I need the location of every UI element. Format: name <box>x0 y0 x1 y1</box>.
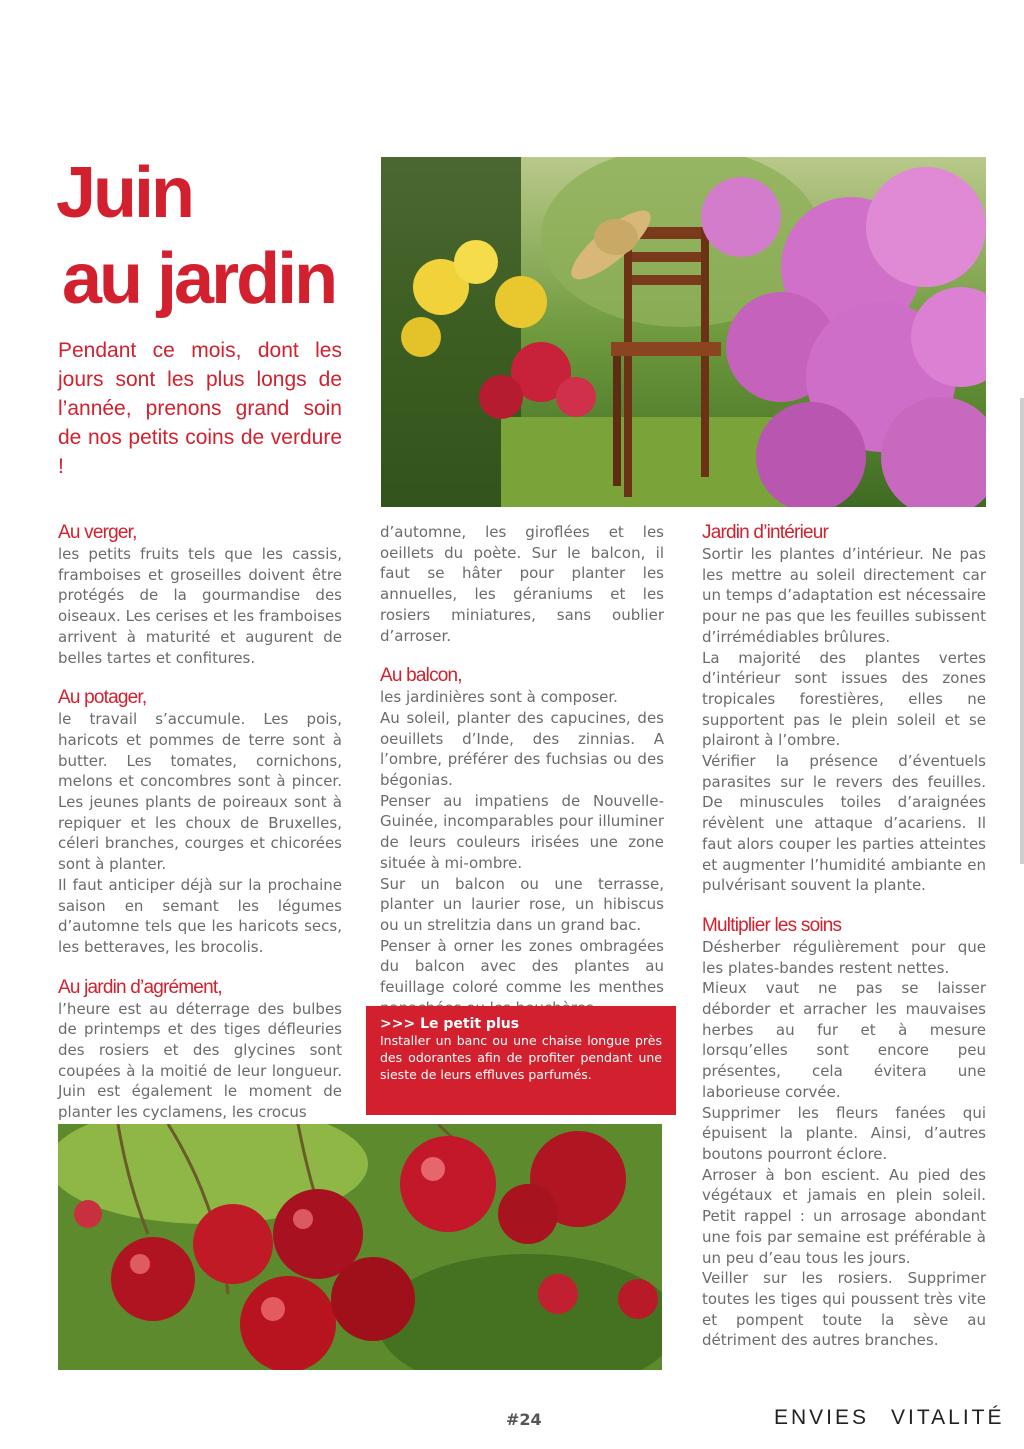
potager-text-1: le travail s’accumule. Les pois, haricots et pommes de terre sont à butter. Les tomates, cornichons, melons et concombres sont à pincer. Les jeunes plants de poireaux sont à repiquer et les choux de Bruxelles, céleri branches, courges et chicorées sont à planter. <box>58 710 342 874</box>
balcon-heading: Au balcon, <box>380 665 462 687</box>
interieur-text-3: Vérifier la présence d’éventuels parasites sur le revers des feuilles. De minuscules toiles d’araignées révèlent une attaque d’acariens. Il faut alors couper les parties atteintes et augmenter l’humidité ambiante en pulvérisant souvent la plante. <box>702 752 986 895</box>
potager-text-2: Il faut anticiper déjà sur la prochaine saison en semant les légumes d’automne tels que les haricots secs, les betteraves, les brocolis. <box>58 875 342 956</box>
column-3 <box>702 521 986 1351</box>
verger-text: les petits fruits tels que les cassis, framboises et groseilles doivent être protégés de la gourmandise des oiseaux. Les cerises et les framboises arrivent à maturité et augurent de belles tartes et confitures. <box>58 545 342 667</box>
title-line-1: Juin <box>56 153 193 233</box>
soins-text-3: Supprimer les fleurs fanées qui épuisent la plante. Ainsi, d’autres boutons pourront éclore. <box>702 1103 986 1163</box>
brand-word-1: ENVIES <box>774 1406 870 1429</box>
balcon-text-3: Penser au impatiens de Nouvelle-Guinée, incomparables pour illuminer de leurs couleurs irisées une zone située à mi-ombre. <box>380 791 664 872</box>
column-1 <box>58 521 342 1123</box>
column-2 <box>380 522 664 1018</box>
verger-heading: Au verger, <box>58 522 137 543</box>
intro-text: Pendant ce mois, dont les jours sont les plus longs de l’année, prenons grand soin de nos petits coins de verdure ! <box>58 339 342 478</box>
soins-text-2: Mieux vaut ne pas se laisser déborder et arracher les mauvaises herbes au fur et à mesure lorsqu’elles sont encore peu présentes, cela évitera une laborieuse corvée. <box>702 979 986 1101</box>
potager-heading: Au potager, <box>58 687 147 709</box>
title-line-2: au jardin <box>62 239 336 319</box>
balcon-text-5: Penser à orner les zones ombragées du balcon avec des plantes au feuillage coloré comme les menthes <box>380 936 664 997</box>
page-title <box>48 150 368 322</box>
interieur-text-1: Sortir les plantes d’intérieur. Ne pas les mettre au soleil directement car un temps d’adaptation est nécessaire pour ne pas que les feuilles subissent d’irrémédiables brûlures. <box>702 545 986 646</box>
soins-heading: Multiplier les soins <box>702 914 842 936</box>
page-number: #24 <box>506 1410 542 1429</box>
column-2-continuation: d’automne, les giroflées et les oeillets du poète. Sur le balcon, il faut se hâter pour planter les annuelles, les géraniums et les rosiers miniatures, sans oublier d’arroser. <box>380 523 664 645</box>
soins-text-4: Arroser à bon escient. Au pied des végétaux et jamais en plein soleil. Petit rappel : un arrosage abondant une fois par semaine est préférable à un peu d’eau tous les jours. <box>702 1165 986 1267</box>
soins-text-5: Veiller sur les rosiers. Supprimer toutes les tiges qui poussent très vite et pompent toute la sève au détriment des autres branches. <box>702 1269 986 1350</box>
soins-text-1: Désherber régulièrement pour que les plates-bandes restent nettes. <box>702 937 986 977</box>
garden-photo <box>381 157 986 507</box>
tip-heading: >>> Le petit plus <box>380 1016 520 1032</box>
balcon-text-2: Au soleil, planter des capucines, des oeuillets d’Inde, des zinnias. A l’ombre, préférer des fuchsias ou des bégonias. <box>380 708 664 790</box>
cherries-photo <box>58 1124 662 1370</box>
interieur-heading: Jardin d’intérieur <box>702 522 829 543</box>
brand-word-2: VITALITÉ <box>891 1406 1005 1429</box>
agrement-text: l’heure est au déterrage des bulbes de printemps et des tiges défleuries des rosiers et des glycines sont coupées à la moitié de leur longueur. Juin est également le moment de planter les cyclamens, les crocus <box>58 999 342 1122</box>
page-edge <box>1020 398 1024 864</box>
magazine-brand <box>774 1406 1024 1430</box>
tip-text: Installer un banc ou une chaise longue près des odorantes afin de profiter pendant une sieste de leurs effluves parfumés. <box>380 1033 662 1082</box>
interieur-text-2: La majorité des plantes vertes d’intérieur sont issues des zones tropicales forestières, elles ne supportent pas le plein soleil et se plairont à l’ombre. <box>702 648 986 750</box>
balcon-text-1: les jardinières sont à composer. <box>380 688 618 707</box>
agrement-heading: Au jardin d’agrément, <box>58 976 222 998</box>
tip-box <box>366 1006 676 1115</box>
balcon-text-4: Sur un balcon ou une terrasse, planter un laurier rose, un hibiscus ou un strelitzia dans un grand bac. <box>380 874 664 934</box>
